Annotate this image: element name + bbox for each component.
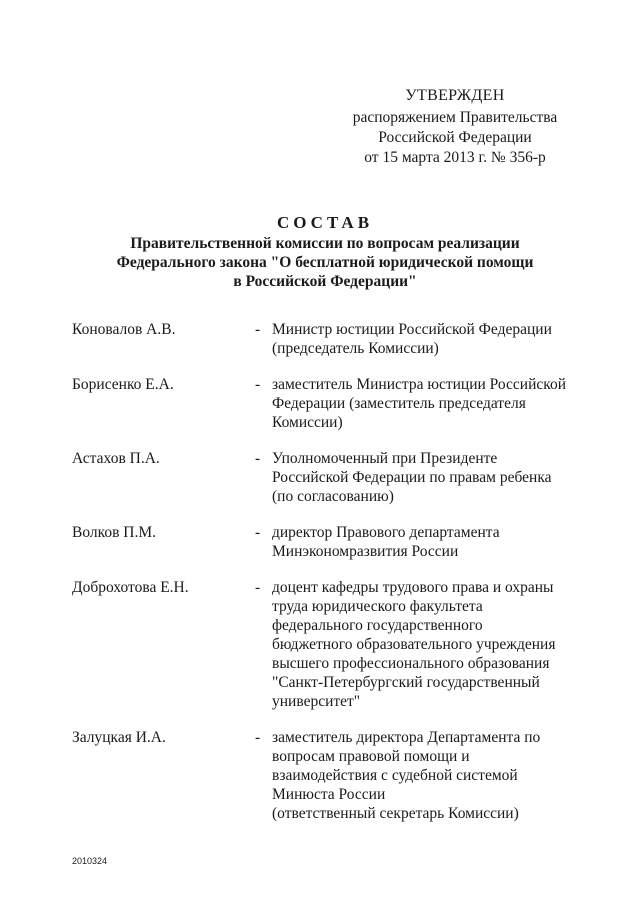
approval-status: УТВЕРЖДЕН (405, 87, 505, 104)
member-role-line: Российской Федерации по правам ребенка (272, 469, 552, 486)
member-row (72, 320, 602, 358)
approval-line-2: Российской Федерации (378, 129, 532, 146)
approval-line-1: распоряжением Правительства (352, 109, 558, 126)
member-row (72, 728, 602, 823)
document-code: 2010324 (72, 856, 108, 866)
member-role-line: Минэкономразвития России (272, 543, 459, 560)
member-row (72, 523, 602, 561)
member-role (272, 523, 602, 561)
document-title: СОСТАВ (276, 213, 374, 232)
member-role-line: бюджетного образовательного учреждения (272, 636, 556, 653)
member-name: Волков П.М. (72, 524, 157, 541)
member-role-line: труда юридического факультета (272, 598, 483, 615)
member-role (272, 728, 602, 823)
member-role-line: заместитель директора Департамента по (272, 729, 541, 746)
member-role-line: университет" (272, 693, 361, 710)
heading-line-2: Федерального закона "О бесплатной юридической помощи (116, 254, 534, 271)
member-row (72, 375, 602, 432)
member-role-line: Федерации (заместитель председателя (272, 395, 526, 412)
member-role-line: заместитель Министра юстиции Российской (272, 376, 567, 393)
member-role-line: Минюста России (272, 786, 386, 803)
member-dash: - (255, 321, 261, 338)
document-heading (60, 212, 590, 291)
member-role-line: Министр юстиции Российской Федерации (272, 321, 552, 338)
member-name: Коновалов А.В. (72, 321, 176, 338)
approval-line-3: от 15 марта 2013 г. № 356-р (364, 149, 546, 166)
member-name: Борисенко Е.А. (72, 376, 174, 393)
member-row (72, 578, 602, 711)
member-role-line: Комиссии) (272, 414, 343, 431)
approval-block (330, 86, 580, 168)
member-role-line: (председатель Комиссии) (272, 340, 439, 357)
member-role-line: высшего профессионального образования (272, 655, 550, 672)
member-dash: - (255, 579, 261, 596)
member-dash: - (255, 376, 261, 393)
member-role-line: (ответственный секретарь Комиссии) (272, 805, 519, 822)
member-role (272, 320, 602, 358)
member-role-line: "Санкт-Петербургский государственный (272, 674, 540, 691)
member-name: Доброхотова Е.Н. (72, 579, 189, 596)
member-role-line: вопросам правовой помощи и (272, 748, 470, 765)
member-role (272, 578, 602, 711)
member-role-line: федерального государственного (272, 617, 483, 634)
member-role-line: директор Правового департамента (272, 524, 500, 541)
member-role-line: Уполномоченный при Президенте (272, 450, 498, 467)
heading-line-3: в Российской Федерации" (233, 273, 417, 290)
member-role (272, 449, 602, 506)
member-name: Залуцкая И.А. (72, 729, 166, 746)
member-name: Астахов П.А. (72, 450, 160, 467)
member-role-line: (по согласованию) (272, 488, 394, 505)
member-dash: - (255, 524, 261, 541)
member-row (72, 449, 602, 506)
member-role-line: взаимодействия с судебной системой (272, 767, 518, 784)
members-list (72, 320, 602, 840)
member-role (272, 375, 602, 432)
member-dash: - (255, 450, 261, 467)
heading-line-1: Правительственной комиссии по вопросам реализации (130, 235, 520, 252)
member-role-line: доцент кафедры трудового права и охраны (272, 579, 554, 596)
member-dash: - (255, 729, 261, 746)
